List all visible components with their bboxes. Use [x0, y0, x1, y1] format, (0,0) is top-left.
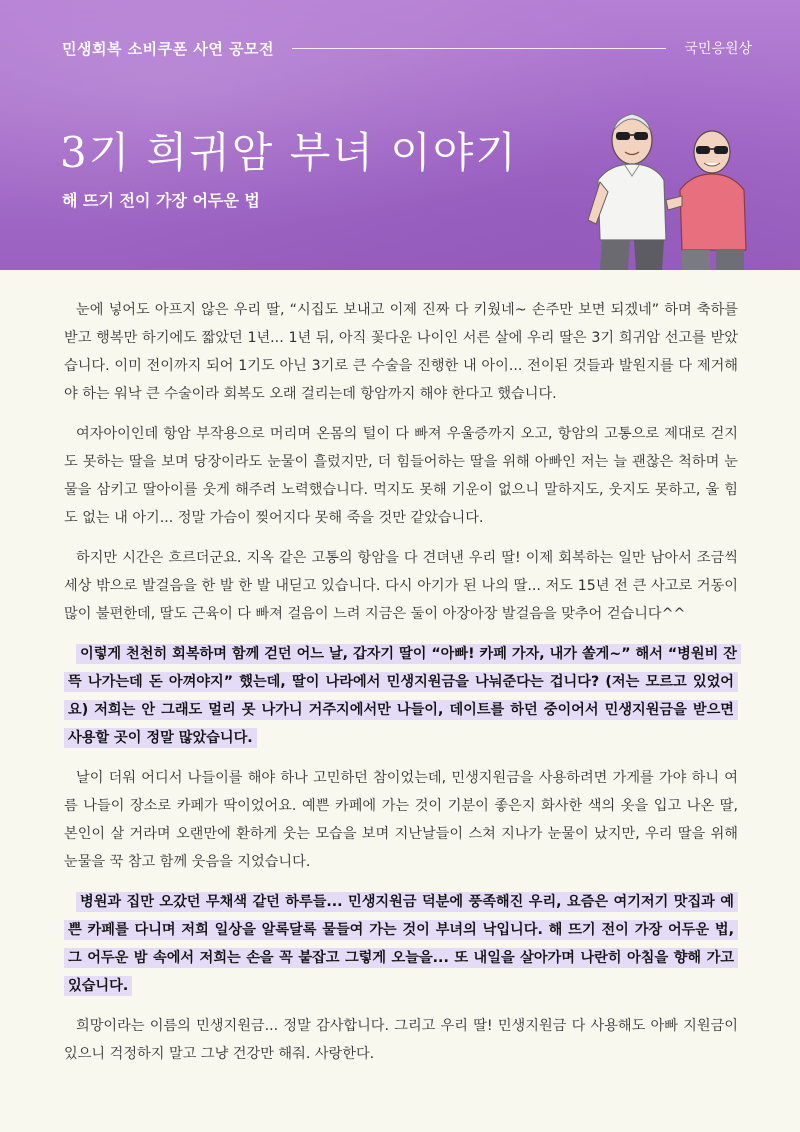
paragraph-text: 병원과 집만 오갔던 무채색 같던 하루들... 민생지원금 덕분에 풍족해진 우리, 요즘은 여기저기 맛집과 예쁜 카페를 다니며 저희 일상을 알록달록 물들여 가는 것이 부녀의 낙입니다. 해 뜨기 전이 가장 어두운 법, 그 어두운 밤 속에서 저희는 손을 꼭 붙잡고 그렇게 오늘을... 또 내일을 살아가며 나란히 아침을 향해 가고 있습니다. — [64, 892, 738, 996]
story-paragraph-3 — [64, 544, 738, 628]
story-paragraph-1 — [64, 296, 738, 408]
father-figure — [588, 114, 666, 270]
father-and-daughter-illustration — [570, 100, 770, 270]
paragraph-text: 이렇게 천천히 회복하며 함께 걷던 어느 날, 갑자기 딸이 “아빠! 카페 가자, 내가 쏠게~” 해서 “병원비 잔뜩 나가는데 돈 아껴야지” 했는데, 딸이 나라에서 민생지원금을 나눠준다는 겁니다? (저는 모르고 있었어요) 저희는 안 그래도 멀리 못 나가니 거주지에서만 나들이, 데이트를 하던 중이어서 민생지원금을 받으면 사용할 곳이 정말 많았습니다. — [64, 644, 741, 748]
story-paragraph-4-highlighted — [64, 640, 738, 752]
page-subtitle: 해 뜨기 전이 가장 어두운 법 — [62, 191, 260, 210]
series-title: 민생회복 소비쿠폰 사연 공모전 — [62, 39, 275, 58]
story-paragraph-5 — [64, 764, 738, 876]
page-title: 3기 희귀암 부녀 이야기 — [60, 128, 518, 177]
paragraph-text: 여자아이인데 항암 부작용으로 머리며 온몸의 털이 다 빠져 우울증까지 오고, 항암의 고통으로 제대로 걷지도 못하는 딸을 보며 당장이라도 눈물이 흘렀지만, 더 힘들어하는 딸을 위해 아빠인 저는 늘 괜찮은 척하며 눈물을 삼키고 딸아이를 웃게 해주려 노력했습니다. 먹지도 못해 기운이 없으니 말하지도, 웃지도 못하고, 울 힘도 없는 내 아기... 정말 가슴이 찢어지다 못해 죽을 것만 같았습니다. — [64, 426, 738, 526]
paragraph-text: 날이 더워 어디서 나들이를 해야 하나 고민하던 참이었는데, 민생지원금을 사용하려면 가게를 가야 하니 여름 나들이 장소로 카페가 딱이었어요. 예쁜 카페에 가는 것이 기분이 좋은지 화사한 색의 옷을 입고 나온 딸, 본인이 살 거라며 오랜만에 환하게 웃는 모습을 보며 지난날들이 스쳐 지나가 눈물이 났지만, 우리 딸을 위해 눈물을 꾹 참고 함께 웃음을 지었습니다. — [64, 770, 738, 870]
award-label: 국민응원상 — [684, 41, 752, 57]
header-banner — [0, 0, 800, 270]
story-paragraph-7 — [64, 1012, 738, 1068]
story-body — [64, 296, 738, 1080]
header-divider — [292, 48, 666, 49]
story-paragraph-6-highlighted — [64, 888, 738, 1000]
story-paragraph-2 — [64, 420, 738, 532]
header-topbar — [62, 36, 752, 60]
paragraph-text: 눈에 넣어도 아프지 않은 우리 딸, “시집도 보내고 이제 진짜 다 키웠네~ 손주만 보면 되겠네” 하며 축하를 받고 행복만 하기에도 짧았던 1년... 1년 뒤, 아직 꽃다운 나이인 서른 살에 우리 딸은 3기 희귀암 선고를 받았습니다. 이미 전이까지 되어 1기도 아닌 3기로 큰 수술을 진행한 내 아이... 전이된 것들과 발원지를 다 제거해야 하는 워낙 큰 수술이라 회복도 오래 걸리는데 항암까지 해야 한다고 했습니다. — [64, 302, 738, 402]
paragraph-text: 하지만 시간은 흐르더군요. 지옥 같은 고통의 항암을 다 견뎌낸 우리 딸! 이제 회복하는 일만 남아서 조금씩 세상 밖으로 발걸음을 한 발 한 발 내딛고 있습니다. 다시 아기가 된 나의 딸... 저도 15년 전 큰 사고로 거동이 많이 불편한데, 딸도 근육이 다 빠져 걸음이 느려 지금은 둘이 아장아장 발걸음을 맞추어 걷습니다^^ — [64, 550, 738, 622]
daughter-figure — [666, 131, 746, 270]
paragraph-text: 희망이라는 이름의 민생지원금... 정말 감사합니다. 그리고 우리 딸! 민생지원금 다 사용해도 아빠 지원금이 있으니 걱정하지 말고 그냥 건강만 해줘. 사랑한다. — [64, 1018, 738, 1062]
